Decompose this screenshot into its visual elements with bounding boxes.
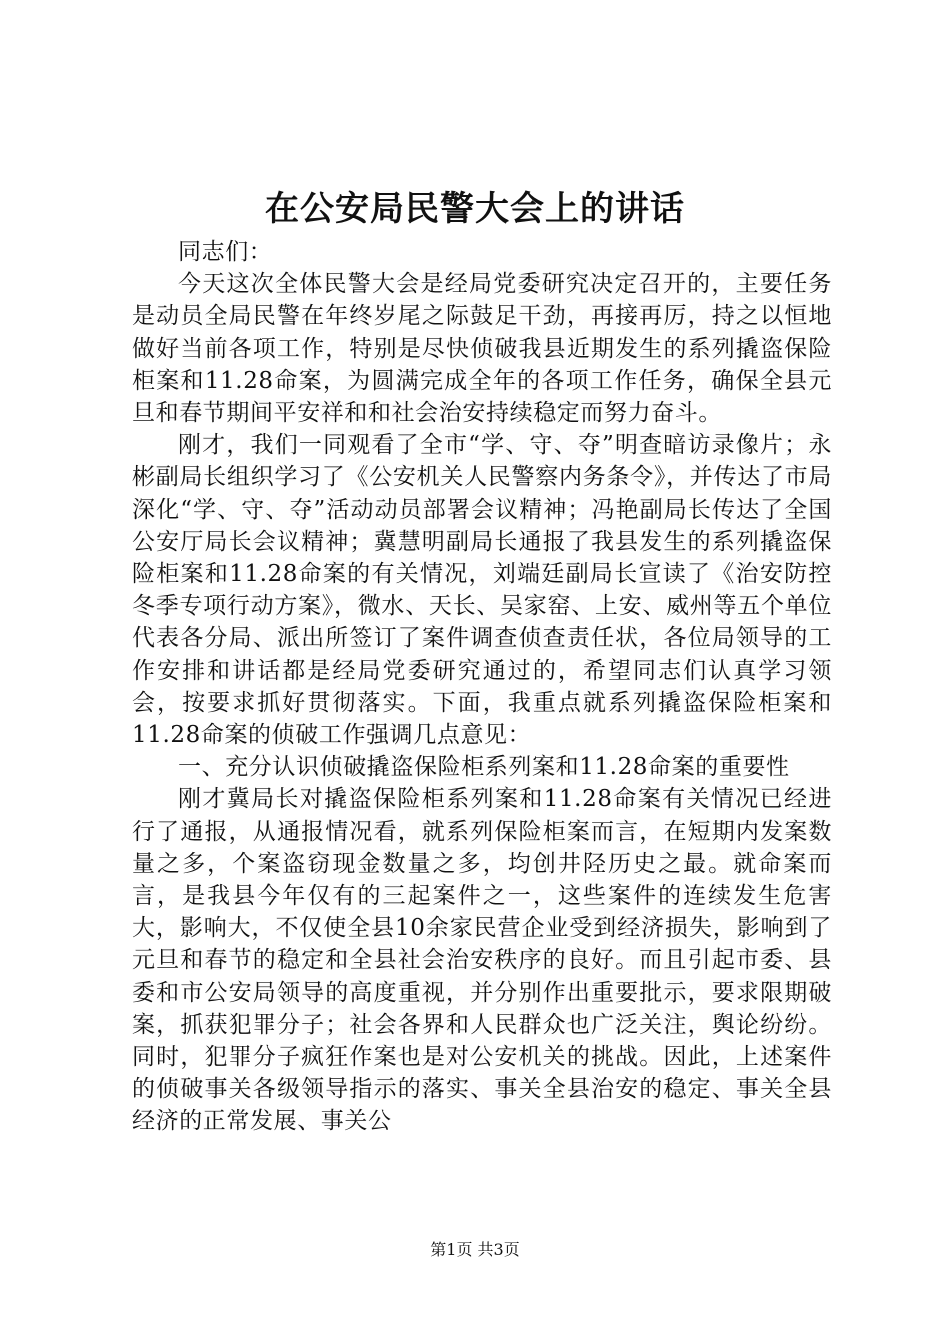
paragraph-review: 刚才，我们一同观看了全市“学、守、夺”明查暗访录像片；永彬副局长组织学习了《公安机关人民警察内务条令》，并传达了市局深化“学、守、夺”活动动员部署会议精神；冯艳副局长传达了全国公安厅局长会议精神；冀慧明副局长通报了我县发生的系列撬盗保险柜案和11.28命案的有关情况，刘端廷副局长宣读了《治安防控冬季专项行动方案》，微水、天长、吴家窑、上安、威州等五个单位代表各分局、派出所签订了案件调查侦查责任状，各位局领导的工作安排和讲话都是经局党委研究通过的，希望同志们认真学习领会，按要求抓好贯彻落实。下面，我重点就系列撬盗保险柜案和11.28命案的侦破工作强调几点意见： — [132, 432, 832, 749]
paragraph-intro: 今天这次全体民警大会是经局党委研究决定召开的，主要任务是动员全局民警在年终岁尾之际鼓足干劲，再接再厉，持之以恒地做好当前各项工作，特别是尽快侦破我县近期发生的系列撬盗保险柜案和11.28命案，为圆满完成全年的各项工作任务，确保全县元旦和春节期间平安祥和和社会治安持续稳定而努力奋斗。 — [132, 271, 832, 427]
section-heading-1: 一、充分认识侦破撬盗保险柜系列案和11.28命案的重要性 — [178, 754, 790, 781]
page-number-footer: 第1页 共3页 — [430, 1240, 520, 1259]
document-title: 在公安局民警大会上的讲话 — [265, 189, 685, 229]
salutation: 同志们： — [178, 239, 273, 265]
paragraph-section-1: 刚才冀局长对撬盗保险柜系列案和11.28命案有关情况已经进行了通报，从通报情况看，就系列保险柜案而言，在短期内发案数量之多，个案盗窃现金数量之多，均创井陉历史之最。就命案而言，是我县今年仅有的三起案件之一，这些案件的连续发生危害大，影响大，不仅使全县10余家民营企业受到经济损失，影响到了元旦和春节的稳定和全县社会治安秩序的良好。而且引起市委、县委和市公安局领导的高度重视，并分别作出重要批示，要求限期破案，抓获犯罪分子；社会各界和人民群众也广泛关注，舆论纷纷。同时，犯罪分子疯狂作案也是对公安机关的挑战。因此，上述案件的侦破事关各级领导指示的落实、事关全县治安的稳定、事关全县经济的正常发展、事关公 — [132, 786, 832, 1135]
document-body — [132, 236, 832, 1138]
